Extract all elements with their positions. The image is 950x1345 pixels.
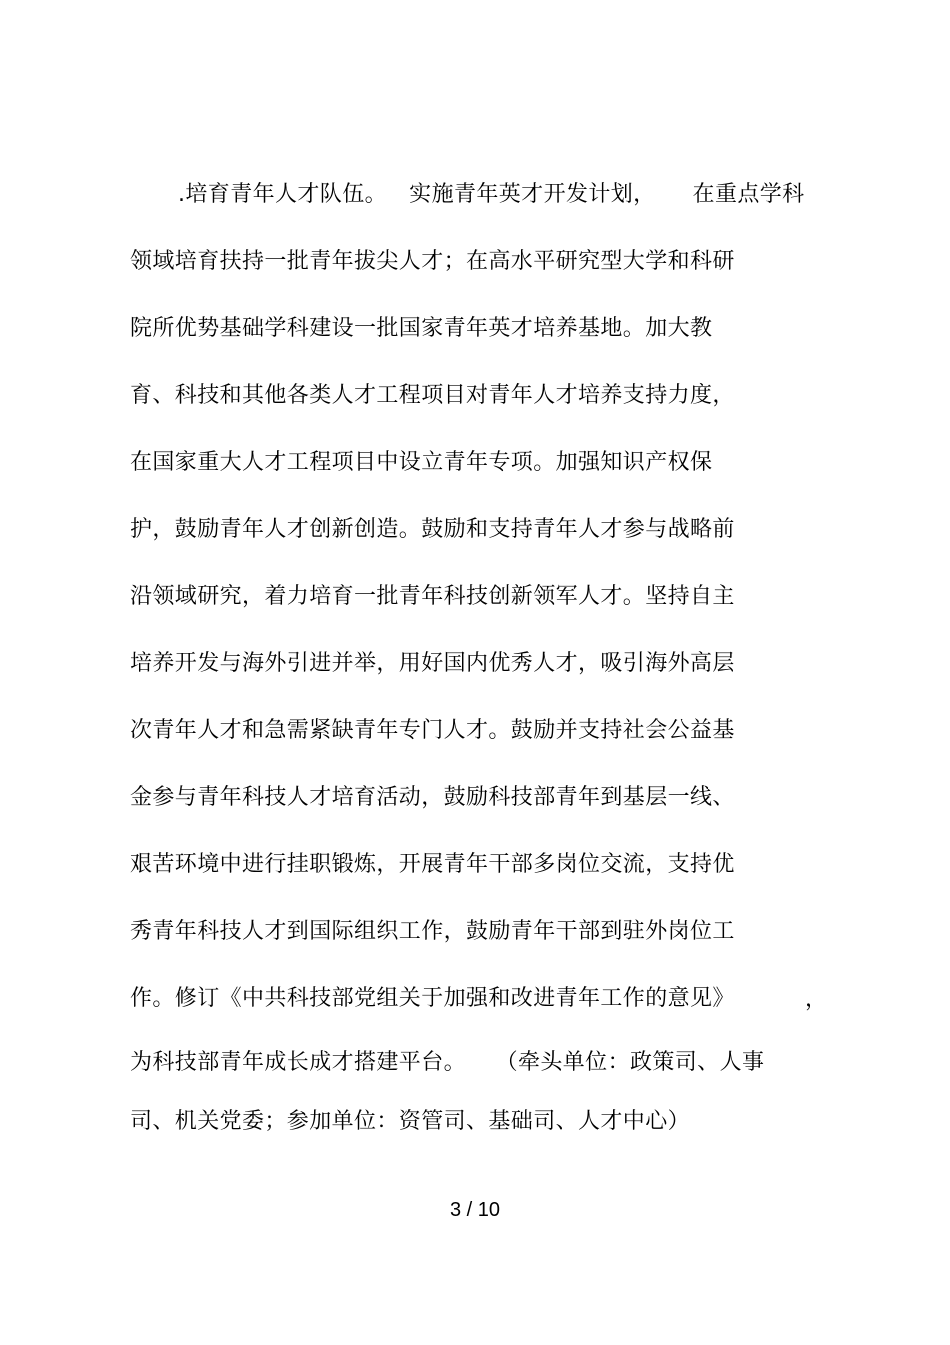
paragraph-line-3: 院所优势基础学科建设一批国家青年英才培养基地。加大教 xyxy=(130,316,713,341)
paragraph-line-1: .培育青年人才队伍。 实施青年英才开发计划， 在重点学科 xyxy=(178,182,805,207)
paragraph-line-14: 为科技部青年成长成才搭建平台。 （牵头单位：政策司、人事 xyxy=(130,1050,765,1075)
paragraph-line-2: 领域培育扶持一批青年拔尖人才；在高水平研究型大学和科研 xyxy=(130,249,735,274)
paragraph-line-9: 次青年人才和急需紧缺青年专门人才。鼓励并支持社会公益基 xyxy=(130,718,735,743)
paragraph-line-7: 沿领域研究，着力培育一批青年科技创新领军人才。坚持自主 xyxy=(130,584,735,609)
paragraph-line-13: 作。修订《中共科技部党组关于加强和改进青年工作的意见》 xyxy=(130,986,735,1011)
paragraph-line-10: 金参与青年科技人才培育活动，鼓励科技部青年到基层一线、 xyxy=(130,785,735,810)
paragraph-line-6: 护，鼓励青年人才创新创造。鼓励和支持青年人才参与战略前 xyxy=(130,517,735,542)
paragraph-line-4: 育、科技和其他各类人才工程项目对青年人才培养支持力度， xyxy=(130,383,735,408)
paragraph-line-8: 培养开发与海外引进并举，用好国内优秀人才，吸引海外高层 xyxy=(130,651,735,676)
trailing-comma: ， xyxy=(805,987,828,1012)
paragraph-line-15: 司、机关党委；参加单位：资管司、基础司、人才中心） xyxy=(130,1109,691,1134)
paragraph-line-5: 在国家重大人才工程项目中设立青年专项。加强知识产权保 xyxy=(130,450,713,475)
paragraph-line-11: 艰苦环境中进行挂职锻炼，开展青年干部多岗位交流，支持优 xyxy=(130,852,735,877)
paragraph-line-12: 秀青年科技人才到国际组织工作，鼓励青年干部到驻外岗位工 xyxy=(130,919,735,944)
page-number: 3 / 10 xyxy=(449,1199,501,1221)
